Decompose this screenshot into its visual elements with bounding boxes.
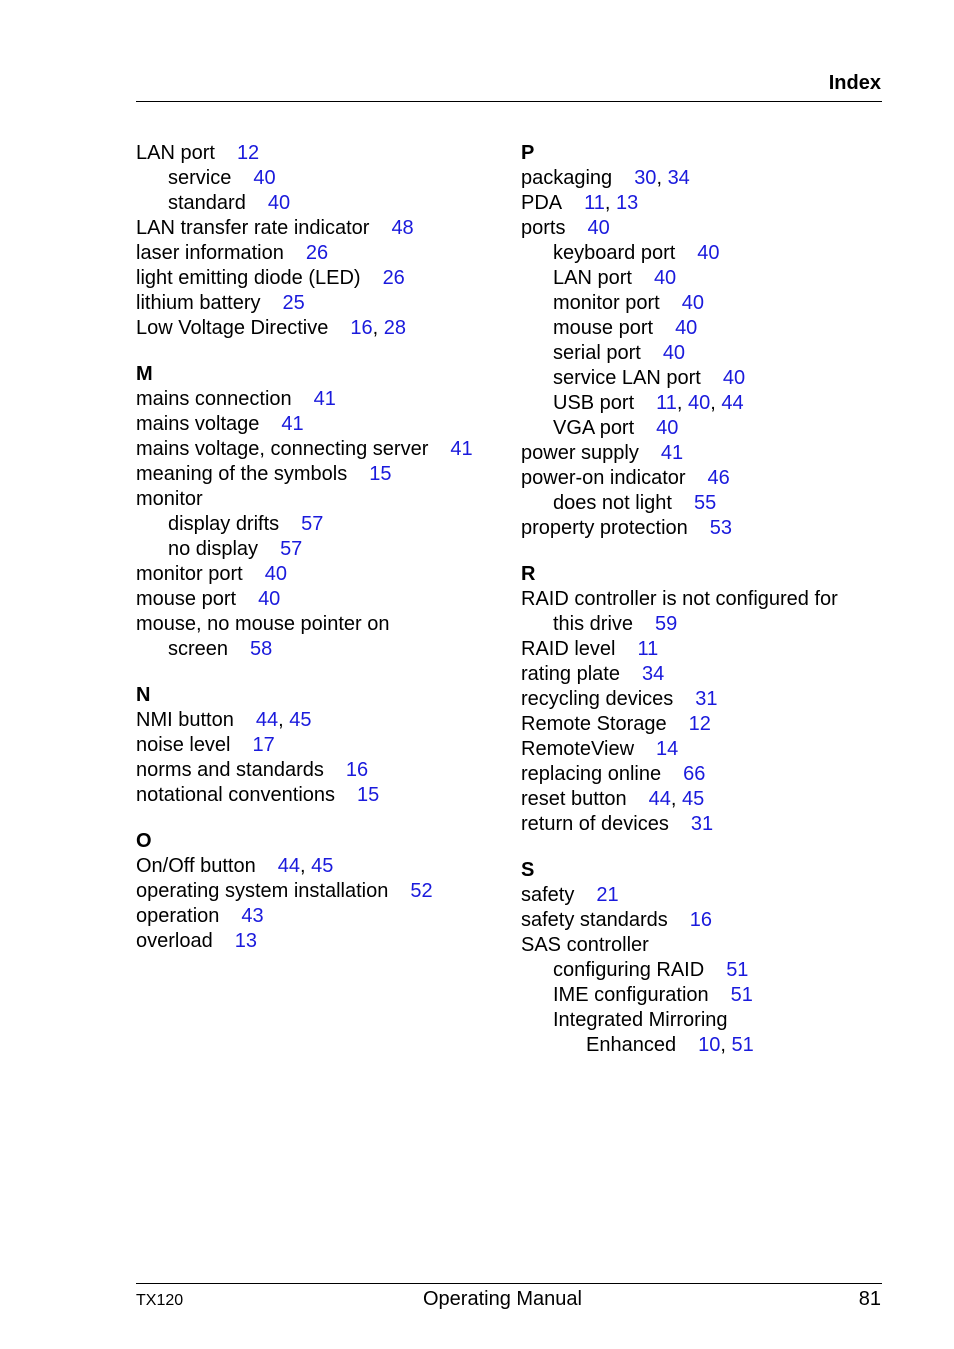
page-ref-link[interactable]: 11 bbox=[637, 638, 659, 660]
page-ref-link[interactable]: 26 bbox=[382, 267, 405, 289]
index-term: IME configuration bbox=[553, 984, 709, 1006]
index-entry bbox=[521, 958, 901, 983]
page-ref-link[interactable]: 40 bbox=[722, 367, 746, 389]
page-ref-link[interactable]: 12 bbox=[236, 142, 260, 164]
index-entry bbox=[136, 637, 516, 662]
index-entry bbox=[136, 929, 516, 954]
page-ref-link[interactable]: 57 bbox=[301, 513, 324, 535]
index-entry bbox=[136, 487, 516, 512]
page-ref-link[interactable]: 45 bbox=[289, 709, 312, 731]
page-ref-link[interactable]: 40 bbox=[681, 292, 704, 314]
page-ref-link[interactable]: 59 bbox=[655, 613, 678, 635]
index-page-refs bbox=[280, 538, 302, 560]
footer-title: Operating Manual bbox=[423, 1288, 582, 1310]
page-ref-link[interactable]: 44 bbox=[721, 392, 744, 414]
index-entry bbox=[521, 637, 901, 662]
index-entry bbox=[521, 366, 901, 391]
index-page-refs bbox=[265, 563, 287, 585]
index-entry bbox=[521, 762, 901, 787]
page-ref-separator: , bbox=[604, 192, 617, 214]
index-entry bbox=[521, 983, 901, 1008]
index-term: SAS controller bbox=[521, 934, 649, 956]
index-letter-heading: R bbox=[521, 563, 536, 585]
index-column-left bbox=[136, 141, 516, 954]
index-term: reset button bbox=[521, 788, 627, 810]
index-term: meaning of the symbols bbox=[136, 463, 348, 485]
page-ref-link[interactable]: 40 bbox=[587, 217, 610, 239]
index-entry bbox=[136, 537, 516, 562]
index-page-refs bbox=[682, 292, 704, 314]
index-column-right bbox=[521, 141, 901, 1058]
index-entry bbox=[521, 391, 901, 416]
index-term: keyboard port bbox=[553, 242, 676, 264]
index-term: overload bbox=[136, 930, 213, 952]
page-ref-link[interactable]: 45 bbox=[682, 788, 705, 810]
page-ref-link[interactable]: 40 bbox=[267, 192, 291, 214]
page-ref-link[interactable]: 13 bbox=[616, 192, 639, 214]
index-entry bbox=[521, 491, 901, 516]
index-entry bbox=[136, 387, 516, 412]
index-term: RAID level bbox=[521, 638, 616, 660]
index-page-refs bbox=[346, 759, 368, 781]
index-page-refs bbox=[695, 688, 717, 710]
page-ref-link[interactable]: 16 bbox=[350, 317, 373, 339]
index-entry bbox=[136, 412, 516, 437]
index-entry bbox=[521, 441, 901, 466]
index-page-refs bbox=[689, 713, 711, 735]
index-entry bbox=[136, 166, 516, 191]
index-page-refs bbox=[723, 367, 745, 389]
page-ref-separator: , bbox=[670, 788, 682, 810]
page-ref-link[interactable]: 55 bbox=[693, 492, 717, 514]
index-entry bbox=[521, 712, 901, 737]
index-page-refs bbox=[281, 413, 303, 435]
index-entry bbox=[521, 241, 901, 266]
page-ref-separator: , bbox=[676, 392, 689, 414]
index-entry bbox=[521, 662, 901, 687]
page-ref-separator: , bbox=[372, 317, 384, 339]
page-ref-link[interactable]: 41 bbox=[660, 442, 684, 464]
index-entry bbox=[136, 437, 516, 462]
index-entry bbox=[136, 241, 516, 266]
page-ref-link[interactable]: 41 bbox=[313, 388, 336, 410]
index-term: operating system installation bbox=[136, 880, 389, 902]
page-ref-link[interactable]: 44 bbox=[277, 855, 300, 877]
index-term: RAID controller is not configured for bbox=[521, 588, 838, 610]
page-ref-link[interactable]: 46 bbox=[707, 467, 730, 489]
index-page-refs bbox=[306, 242, 328, 264]
index-page-refs bbox=[663, 342, 685, 364]
page-ref-link[interactable]: 51 bbox=[730, 984, 753, 1006]
index-page-refs bbox=[258, 588, 280, 610]
page-number: 81 bbox=[858, 1288, 881, 1310]
index-page-refs bbox=[278, 855, 334, 877]
index-term: LAN transfer rate indicator bbox=[136, 217, 370, 239]
index-page-refs bbox=[697, 242, 719, 264]
page-header-title: Index bbox=[828, 72, 881, 94]
index-entry bbox=[521, 266, 901, 291]
index-page-refs bbox=[655, 613, 677, 635]
index-letter-heading: N bbox=[136, 684, 151, 706]
index-page-refs bbox=[731, 984, 753, 1006]
page-ref-link[interactable]: 17 bbox=[252, 734, 275, 756]
index-term: safety standards bbox=[521, 909, 668, 931]
page-ref-separator: , bbox=[278, 709, 290, 731]
index-page-refs bbox=[410, 880, 432, 902]
index-page-refs bbox=[241, 905, 263, 927]
page-ref-link[interactable]: 31 bbox=[695, 688, 718, 710]
index-term: recycling devices bbox=[521, 688, 674, 710]
index-entry bbox=[521, 191, 901, 216]
index-term: service LAN port bbox=[553, 367, 701, 389]
index-term: standard bbox=[168, 192, 246, 214]
index-page-refs bbox=[596, 884, 618, 906]
index-term: monitor port bbox=[136, 563, 243, 585]
index-entry bbox=[521, 516, 901, 541]
footer-rule bbox=[136, 1283, 882, 1284]
index-page-refs bbox=[253, 734, 275, 756]
index-term: On/Off button bbox=[136, 855, 256, 877]
index-entry bbox=[521, 587, 901, 612]
page-ref-link[interactable]: 43 bbox=[241, 905, 264, 927]
index-page-refs bbox=[301, 513, 323, 535]
index-page-refs bbox=[634, 167, 690, 189]
index-term: mains connection bbox=[136, 388, 292, 410]
index-page-refs bbox=[253, 167, 275, 189]
index-term: screen bbox=[168, 638, 229, 660]
index-term: serial port bbox=[553, 342, 641, 364]
page-ref-link[interactable]: 40 bbox=[653, 267, 677, 289]
index-term: operation bbox=[136, 905, 220, 927]
index-page-refs bbox=[314, 388, 336, 410]
index-term: light emitting diode (LED) bbox=[136, 267, 361, 289]
index-term: mouse port bbox=[553, 317, 654, 339]
index-page-refs bbox=[235, 930, 257, 952]
index-page-refs bbox=[256, 709, 312, 731]
index-entry bbox=[521, 166, 901, 191]
index-page-refs bbox=[584, 192, 638, 214]
index-term: does not light bbox=[553, 492, 672, 514]
index-term: rating plate bbox=[521, 663, 620, 685]
page-ref-separator: , bbox=[720, 1034, 732, 1056]
page-ref-link[interactable]: 41 bbox=[450, 438, 473, 460]
index-term: no display bbox=[168, 538, 259, 560]
page-ref-link[interactable]: 28 bbox=[383, 317, 406, 339]
index-term: VGA port bbox=[553, 417, 635, 439]
index-page-refs bbox=[237, 142, 259, 164]
index-term: LAN port bbox=[136, 142, 215, 164]
index-entry bbox=[136, 562, 516, 587]
page-ref-link[interactable]: 48 bbox=[391, 217, 414, 239]
index-page-refs bbox=[268, 192, 290, 214]
index-page-refs bbox=[250, 638, 272, 660]
index-term: monitor port bbox=[553, 292, 660, 314]
page-ref-link[interactable]: 41 bbox=[281, 413, 304, 435]
index-page-refs bbox=[708, 467, 730, 489]
index-entry bbox=[521, 1008, 901, 1033]
page-ref-link[interactable]: 25 bbox=[282, 292, 305, 314]
index-page-refs bbox=[675, 317, 697, 339]
index-page-refs bbox=[691, 813, 713, 835]
page-ref-link[interactable]: 16 bbox=[345, 759, 369, 781]
index-page-refs bbox=[283, 292, 305, 314]
index-entry bbox=[136, 191, 516, 216]
page-ref-link[interactable]: 44 bbox=[255, 709, 279, 731]
index-page-refs bbox=[656, 738, 678, 760]
index-entry bbox=[521, 1033, 901, 1058]
page-ref-link[interactable]: 13 bbox=[234, 930, 257, 952]
index-entry bbox=[136, 758, 516, 783]
page-ref-link[interactable]: 16 bbox=[689, 909, 712, 931]
page-ref-link[interactable]: 40 bbox=[264, 563, 287, 585]
page-ref-link[interactable]: 52 bbox=[410, 880, 433, 902]
index-page-refs bbox=[637, 638, 658, 660]
index-term: Remote Storage bbox=[521, 713, 667, 735]
page-ref-link[interactable]: 40 bbox=[688, 392, 711, 414]
index-term: monitor bbox=[136, 488, 203, 510]
index-entry bbox=[136, 216, 516, 241]
index-entry bbox=[521, 466, 901, 491]
page-ref-separator: , bbox=[710, 392, 722, 414]
page-ref-separator: , bbox=[656, 167, 668, 189]
index-term: replacing online bbox=[521, 763, 662, 785]
index-page-refs bbox=[694, 492, 716, 514]
page-ref-link[interactable]: 30 bbox=[634, 167, 657, 189]
page-ref-link[interactable]: 40 bbox=[656, 417, 679, 439]
index-page-refs bbox=[698, 1034, 754, 1056]
index-term: Integrated Mirroring bbox=[553, 1009, 728, 1031]
index-term: laser information bbox=[136, 242, 284, 264]
index-page-refs bbox=[656, 417, 678, 439]
index-entry bbox=[136, 587, 516, 612]
page-ref-link[interactable]: 66 bbox=[683, 763, 706, 785]
index-term: packaging bbox=[521, 167, 613, 189]
index-page-refs bbox=[350, 317, 406, 339]
index-entry bbox=[136, 854, 516, 879]
index-term: NMI button bbox=[136, 709, 234, 731]
index-term: power supply bbox=[521, 442, 639, 464]
page-ref-link[interactable]: 11 bbox=[584, 192, 605, 214]
index-entry bbox=[521, 216, 901, 241]
index-letter-heading: M bbox=[136, 363, 153, 385]
index-entry bbox=[136, 733, 516, 758]
index-page-refs bbox=[654, 267, 676, 289]
index-entry bbox=[521, 687, 901, 712]
index-entry bbox=[136, 512, 516, 537]
index-entry bbox=[521, 416, 901, 441]
index-entry bbox=[521, 787, 901, 812]
page-ref-link[interactable]: 31 bbox=[690, 813, 714, 835]
index-entry bbox=[521, 812, 901, 837]
index-page-refs bbox=[726, 959, 748, 981]
index-entry bbox=[136, 879, 516, 904]
index-term: USB port bbox=[553, 392, 635, 414]
page-ref-link[interactable]: 10 bbox=[698, 1034, 721, 1056]
index-page-refs bbox=[710, 517, 732, 539]
index-term: display drifts bbox=[168, 513, 280, 535]
index-page-refs bbox=[450, 438, 472, 460]
index-term: Low Voltage Directive bbox=[136, 317, 329, 339]
index-page-refs bbox=[661, 442, 683, 464]
index-term: safety bbox=[521, 884, 575, 906]
index-page-refs bbox=[649, 788, 705, 810]
page-ref-link[interactable]: 40 bbox=[662, 342, 686, 364]
index-term: power-on indicator bbox=[521, 467, 686, 489]
index-term: property protection bbox=[521, 517, 688, 539]
page-ref-link[interactable]: 34 bbox=[641, 663, 665, 685]
index-term: configuring RAID bbox=[553, 959, 705, 981]
index-term: notational conventions bbox=[136, 784, 336, 806]
index-entry bbox=[521, 291, 901, 316]
header-rule bbox=[136, 101, 882, 102]
index-entry bbox=[521, 737, 901, 762]
index-letter-heading: P bbox=[521, 142, 535, 164]
index-entry bbox=[136, 904, 516, 929]
index-term: noise level bbox=[136, 734, 231, 756]
index-entry bbox=[136, 266, 516, 291]
index-term: RemoteView bbox=[521, 738, 635, 760]
index-page-refs bbox=[656, 392, 744, 414]
index-entry bbox=[136, 612, 516, 637]
index-entry bbox=[136, 316, 516, 341]
index-page-refs bbox=[690, 909, 712, 931]
page-ref-link[interactable]: 44 bbox=[648, 788, 671, 810]
index-letter-heading: S bbox=[521, 859, 535, 881]
page-ref-link[interactable]: 40 bbox=[697, 242, 720, 264]
page-ref-link[interactable]: 40 bbox=[258, 588, 281, 610]
page-ref-link[interactable]: 15 bbox=[357, 784, 380, 806]
index-term: return of devices bbox=[521, 813, 669, 835]
index-entry bbox=[136, 141, 516, 166]
index-entry bbox=[521, 341, 901, 366]
index-term: Enhanced bbox=[586, 1034, 677, 1056]
index-page-refs bbox=[642, 663, 664, 685]
page-ref-link[interactable]: 11 bbox=[656, 392, 677, 414]
index-entry bbox=[136, 783, 516, 808]
page-ref-link[interactable]: 40 bbox=[253, 167, 276, 189]
index-entry bbox=[521, 316, 901, 341]
page-ref-link[interactable]: 45 bbox=[311, 855, 334, 877]
page-ref-link[interactable]: 53 bbox=[709, 517, 733, 539]
page-ref-link[interactable]: 51 bbox=[726, 959, 749, 981]
index-entry bbox=[136, 708, 516, 733]
index-page-refs bbox=[369, 463, 391, 485]
index-page-refs bbox=[683, 763, 705, 785]
page-ref-link[interactable]: 57 bbox=[280, 538, 303, 560]
index-term: mains voltage, connecting server bbox=[136, 438, 429, 460]
index-term: LAN port bbox=[553, 267, 632, 289]
index-page-refs bbox=[383, 267, 405, 289]
index-entry bbox=[521, 883, 901, 908]
index-term: service bbox=[168, 167, 232, 189]
page-ref-link[interactable]: 21 bbox=[596, 884, 619, 906]
index-entry bbox=[136, 291, 516, 316]
page-ref-link[interactable]: 12 bbox=[688, 713, 711, 735]
index-letter-heading: O bbox=[136, 830, 152, 852]
index-page-refs bbox=[587, 217, 609, 239]
index-entry bbox=[521, 908, 901, 933]
page-ref-link[interactable]: 15 bbox=[369, 463, 392, 485]
index-term: this drive bbox=[553, 613, 634, 635]
index-term: mouse port bbox=[136, 588, 237, 610]
index-term: lithium battery bbox=[136, 292, 261, 314]
index-term: mains voltage bbox=[136, 413, 260, 435]
index-entry bbox=[136, 462, 516, 487]
page-ref-link[interactable]: 40 bbox=[675, 317, 698, 339]
page-ref-link[interactable]: 58 bbox=[250, 638, 273, 660]
index-page-refs bbox=[391, 217, 413, 239]
page-ref-link[interactable]: 34 bbox=[667, 167, 690, 189]
page-ref-separator: , bbox=[299, 855, 312, 877]
index-term: norms and standards bbox=[136, 759, 324, 781]
index-entry bbox=[521, 933, 901, 958]
page-ref-link[interactable]: 26 bbox=[305, 242, 329, 264]
index-page-refs bbox=[357, 784, 379, 806]
footer-model: TX120 bbox=[136, 1292, 184, 1309]
index-entry bbox=[521, 612, 901, 637]
index-term: mouse, no mouse pointer on bbox=[136, 613, 390, 635]
page-ref-link[interactable]: 51 bbox=[731, 1034, 754, 1056]
page-ref-link[interactable]: 14 bbox=[656, 738, 679, 760]
index-term: ports bbox=[521, 217, 566, 239]
index-term: PDA bbox=[521, 192, 563, 214]
